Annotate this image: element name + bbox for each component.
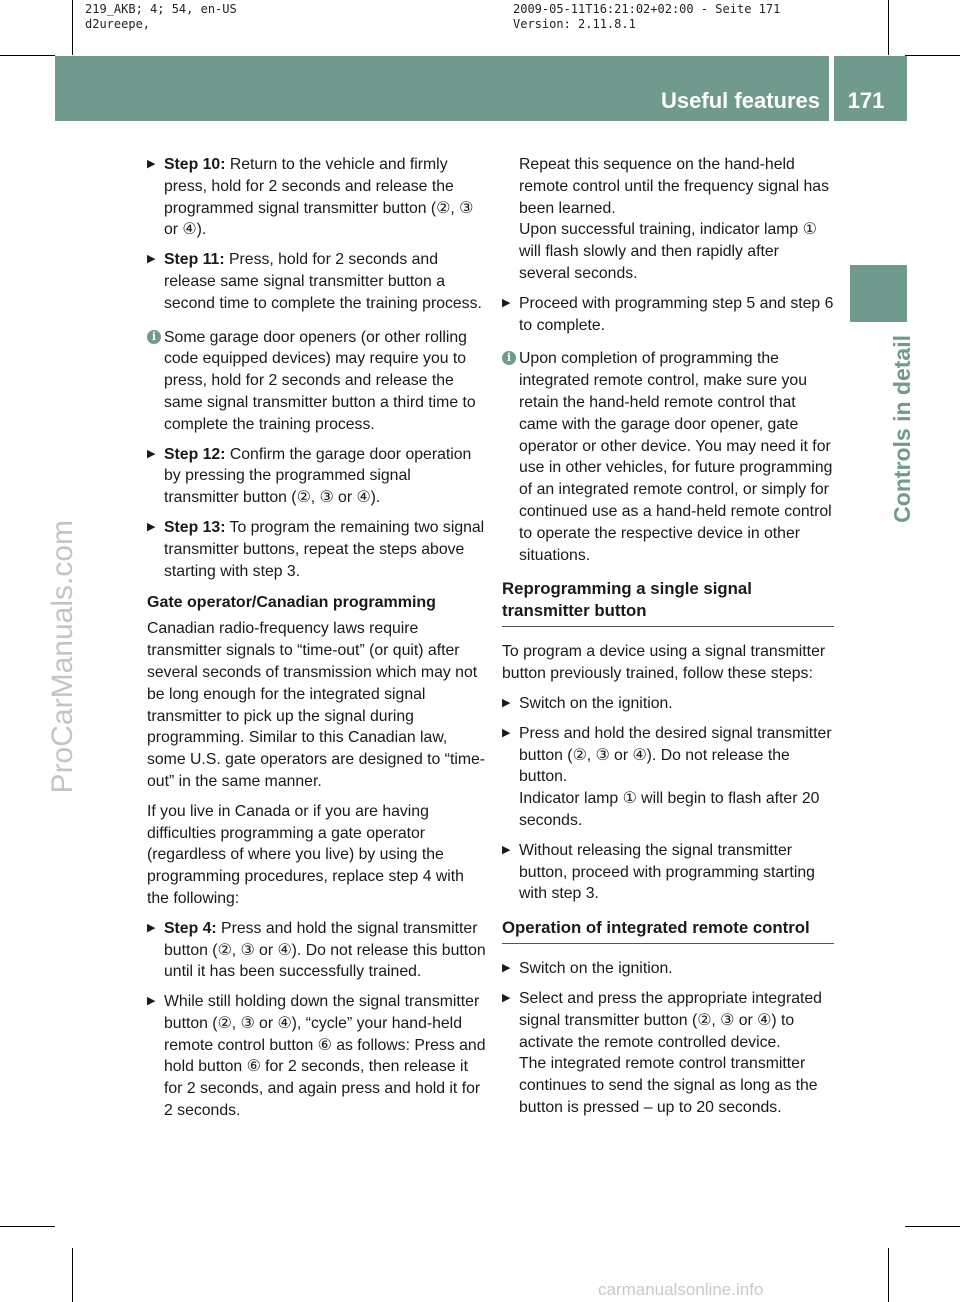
ignition-step [502, 958, 834, 980]
proceed-step [502, 293, 834, 337]
page-number: 171 [847, 88, 885, 113]
step-text: Press and hold the desired signal transmitter button (②, ③ or ④). Do not release the button. [519, 724, 832, 786]
reprogramming-paragraph: To program a device using a signal transmitter button previously trained, follow these steps: [502, 643, 826, 683]
watermark [8, 520, 79, 1280]
repeat-block [502, 154, 834, 285]
section-title: Useful features [661, 88, 820, 113]
print-meta-left-2: d2ureepe, [85, 17, 151, 31]
press-hold-step [502, 723, 834, 832]
header-separator [829, 56, 834, 121]
info-text: Some garage door openers (or other rolling code equipped devices) may require you to press, hold for 2 seconds and release the same signal transmitter button a third time to complete the training process. [164, 328, 476, 433]
step-label: Step 13: [164, 518, 226, 536]
step-11 [147, 249, 487, 314]
info-icon: i [147, 330, 161, 344]
left-column [147, 154, 487, 1130]
crop-mark [888, 0, 889, 55]
watermark-text: ProCarManuals.com [46, 520, 79, 794]
crop-mark [0, 55, 55, 56]
step-text: Press and hold the signal transmitter button (②, ③ or ④). Do not release this button until it has been successfully trained. [164, 919, 486, 981]
arrow-icon: ▶ [502, 991, 511, 1004]
print-meta-left-1: 219_AKB; 4; 54, en-US [85, 2, 237, 16]
side-tab-label: Controls in detail [889, 335, 915, 523]
arrow-icon: ▶ [502, 296, 511, 309]
step-text: Press, hold for 2 seconds and release same signal transmitter button a second time to complete the training process. [164, 251, 482, 312]
step-10 [147, 154, 487, 241]
side-tab-marker [850, 265, 907, 322]
step-text: Select and press the appropriate integrated signal transmitter button (②, ③ or ④) to activate the remote controlled device. [519, 989, 822, 1051]
step-text: Switch on the ignition. [519, 960, 673, 978]
repeat-text: Repeat this sequence on the hand-held remote control until the frequency signal has been learned. [519, 156, 829, 217]
info-icon: i [502, 351, 516, 365]
indicator-text: Indicator lamp ① will begin to flash after 20 seconds. [519, 790, 820, 829]
crop-mark [905, 55, 960, 56]
arrow-icon: ▶ [502, 726, 511, 739]
without-step [502, 840, 834, 905]
print-meta-right-2: Version: 2.11.8.1 [513, 17, 636, 31]
info-note [502, 348, 834, 566]
arrow-icon: ▶ [147, 921, 156, 934]
crop-mark [72, 0, 73, 55]
print-meta-right [513, 2, 780, 32]
arrow-icon: ▶ [502, 962, 511, 975]
step-text: Proceed with programming step 5 and step 6 to complete. [519, 294, 834, 334]
step-text: Without releasing the signal transmitter button, proceed with programming starting with step 3. [519, 841, 815, 903]
step-text: To program the remaining two signal transmitter buttons, repeat the steps above starting with step 3. [164, 518, 485, 580]
arrow-icon: ▶ [147, 995, 156, 1008]
arrow-icon: ▶ [147, 447, 156, 460]
ignition-step [502, 693, 834, 715]
arrow-icon: ▶ [147, 520, 156, 533]
crop-mark [72, 1248, 73, 1302]
crop-mark [888, 1248, 889, 1302]
crop-mark [905, 1226, 960, 1227]
step-label: Step 11: [164, 251, 225, 269]
step-text: Confirm the garage door operation by pressing the programmed signal transmitter button (②, ③ or ④). [164, 445, 472, 507]
info-note [147, 327, 487, 436]
gate-heading: Gate operator/Canadian programming [147, 594, 436, 612]
step-label: Step 12: [164, 445, 226, 463]
cycle-step [147, 991, 487, 1122]
arrow-icon: ▶ [147, 158, 156, 170]
success-text: Upon successful training, indicator lamp ① will flash slowly and then rapidly after several seconds. [519, 221, 817, 282]
arrow-icon: ▶ [147, 253, 156, 266]
gate-paragraph-1: Canadian radio-frequency laws require transmitter signals to “time-out” (or quit) after several seconds of transmission which may not be long enough for the integrated signal transmitter to pick up the signal during programming. Similar to this Canadian law, some U.S. gate operators are designed to “time-out” in the same manner. [147, 620, 486, 790]
step-text: Return to the vehicle and firmly press, hold for 2 seconds and release the programmed signal transmitter button (②, ③ or ④). [164, 156, 474, 239]
step-text: While still holding down the signal transmitter button (②, ③ or ④), “cycle” your hand-held remote control button ⑥ as follows: Press and hold button ⑥ for 2 seconds, then release it for 2 seconds, and again press and hold it for 2 seconds. [164, 993, 486, 1120]
side-tab [857, 335, 915, 755]
step-12 [147, 444, 487, 509]
operation-heading: Operation of integrated remote control [502, 917, 834, 944]
gate-paragraph-2: If you live in Canada or if you are having difficulties programming a gate operator (regardless of where you live) by using the programming procedures, replace step 4 with the following: [147, 802, 464, 907]
step-label: Step 4: [164, 919, 217, 937]
step-4 [147, 918, 487, 983]
arrow-icon: ▶ [502, 696, 511, 709]
print-meta-right-1: 2009-05-11T16:21:02+02:00 - Seite 171 [513, 2, 781, 16]
reprogramming-heading: Reprogramming a single signal transmitter button [502, 578, 834, 627]
continues-text: The integrated remote control transmitter continues to send the signal as long as the button is pressed – up to 20 seconds. [519, 1055, 818, 1116]
footer-watermark: carmanualsonline.info [598, 1280, 764, 1299]
step-13 [147, 517, 487, 582]
step-text: Switch on the ignition. [519, 694, 673, 712]
step-label: Step 10: [164, 156, 226, 173]
right-column [502, 154, 834, 1127]
select-step [502, 988, 834, 1119]
print-meta-left [85, 2, 237, 32]
arrow-icon: ▶ [502, 843, 511, 856]
info-text: Upon completion of programming the integrated remote control, make sure you retain the hand-held remote control that came with the garage door opener, gate operator or other device. You may need it for use in other vehicles, for future programming of an integrated remote control, or simply for continued use as a hand-held remote control to operate the respective device in other situations. [519, 350, 833, 564]
